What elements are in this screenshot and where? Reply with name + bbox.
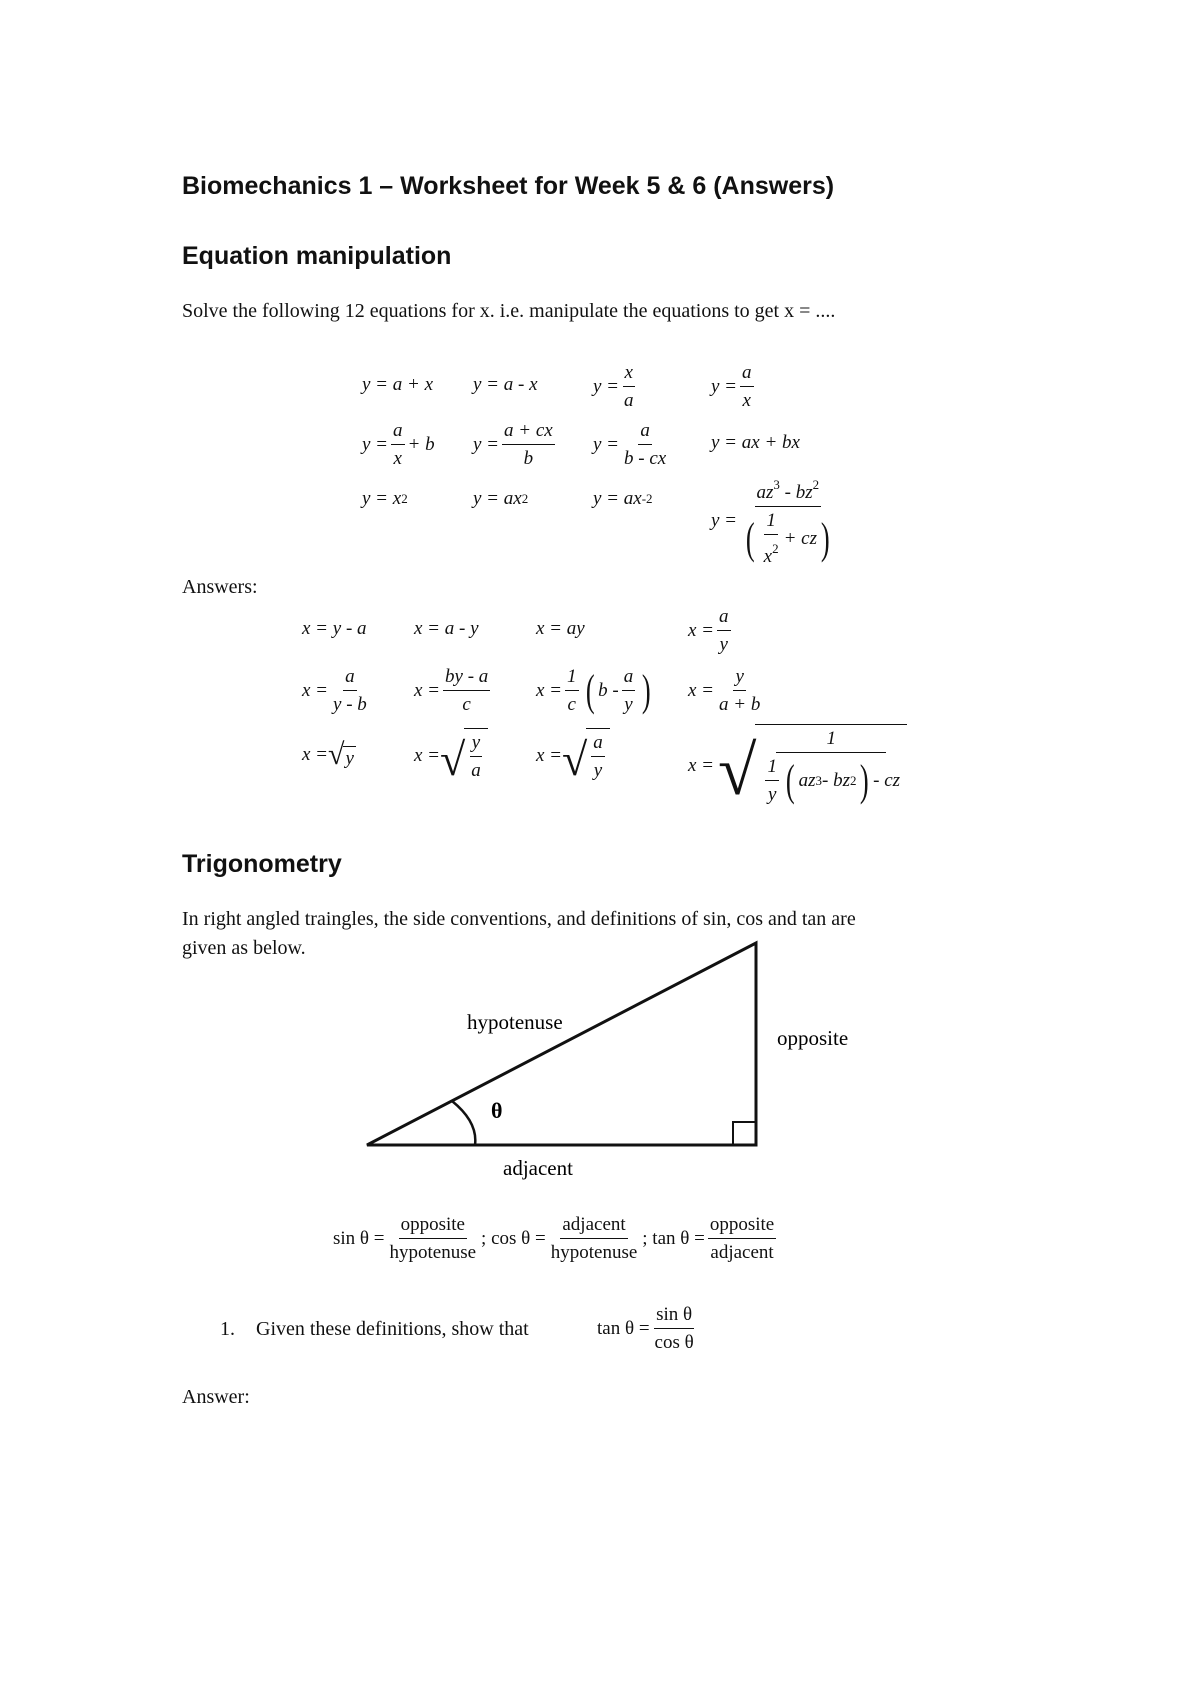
question-1-formula bbox=[597, 1302, 699, 1355]
label-opposite: opposite bbox=[777, 1026, 849, 1050]
equations-instruction: Solve the following 12 equations for x. i.e. manipulate the equations to get x = .... bbox=[182, 300, 836, 322]
answer-10: x = √ $\frac{y}{a}$ bbox=[414, 728, 488, 783]
problem-5: y = $\frac{a}{x}$ + b bbox=[362, 420, 435, 469]
right-angle-marker bbox=[733, 1122, 756, 1145]
question-1-number: 1. bbox=[220, 1318, 235, 1340]
cos-numerator: adjacent bbox=[560, 1212, 627, 1239]
problem-7: y = $\frac{a}{b - cx}$ bbox=[593, 420, 667, 469]
problem-10: y = ax 2 bbox=[473, 488, 529, 509]
answer-9: x = √ y bbox=[302, 738, 354, 771]
problem-11: y = ax -2 bbox=[593, 488, 653, 509]
problem-8: y = ax + bx bbox=[711, 432, 800, 453]
cos-def-label: ; cos θ = bbox=[481, 1227, 546, 1249]
answer-3: x = ay bbox=[536, 618, 585, 639]
question-1-answer-label: Answer: bbox=[182, 1386, 250, 1408]
answer-7: x = $\frac{1}{c}$ ( b - $\frac{a}{y}$ ) bbox=[536, 665, 651, 715]
question-1-fraction bbox=[653, 1302, 696, 1355]
angle-arc bbox=[452, 1101, 475, 1145]
question-1-text: Given these definitions, show that bbox=[256, 1318, 529, 1340]
label-theta: θ bbox=[491, 1098, 503, 1123]
trig-intro-line1: In right angled traingles, the side conventions, and definitions of sin, cos and tan are bbox=[182, 908, 856, 930]
problem-12: y = $az^3 - bz^2$ ( $\frac{1}{x^2}$ + cz ) bbox=[711, 472, 839, 569]
tan-def-label: ; tan θ = bbox=[642, 1227, 705, 1249]
trig-definitions bbox=[333, 1212, 779, 1265]
cos-denominator: hypotenuse bbox=[550, 1242, 638, 1263]
triangle-shape bbox=[367, 943, 756, 1145]
problem-3: y = $\frac{x}{a}$ bbox=[593, 362, 634, 411]
question-1-denominator: cos θ bbox=[654, 1332, 694, 1353]
answer-11: x = √ $\frac{a}{y}$ bbox=[536, 728, 610, 783]
answer-8: x = $\frac{y}{a + b}$ bbox=[688, 666, 761, 715]
cos-fraction bbox=[549, 1212, 640, 1265]
answer-12: x = √ 1 $\frac{1}{y}$ ( az 3 - bz 2 ) - cz bbox=[688, 724, 907, 807]
problem-9: y = x 2 bbox=[362, 488, 408, 509]
answer-4: x = $\frac{a}{y}$ bbox=[688, 606, 729, 655]
sin-denominator: hypotenuse bbox=[389, 1242, 477, 1263]
worksheet-title: Biomechanics 1 – Worksheet for Week 5 & 6 (Answers) bbox=[182, 172, 835, 200]
problem-1: y = a + x bbox=[362, 374, 434, 395]
sin-fraction bbox=[388, 1212, 479, 1265]
problem-6: y = $\frac{a + cx}{b}$ bbox=[473, 420, 553, 469]
label-adjacent: adjacent bbox=[503, 1156, 573, 1180]
problem-2: y = a - x bbox=[473, 374, 538, 395]
question-1-numerator: sin θ bbox=[654, 1302, 694, 1329]
answers-label: Answers: bbox=[182, 576, 258, 598]
tan-denominator: adjacent bbox=[710, 1242, 774, 1263]
tan-fraction bbox=[708, 1212, 776, 1265]
section-heading-equations: Equation manipulation bbox=[182, 242, 452, 270]
answer-2: x = a - y bbox=[414, 618, 479, 639]
label-hypotenuse: hypotenuse bbox=[467, 1010, 563, 1034]
section-heading-trigonometry: Trigonometry bbox=[182, 850, 342, 878]
question-1-lhs: tan θ = bbox=[597, 1317, 650, 1339]
answer-6: x = $\frac{by - a}{c}$ bbox=[414, 666, 489, 715]
sin-numerator: opposite bbox=[399, 1212, 467, 1239]
trig-intro-line2: given as below. bbox=[182, 937, 306, 959]
tan-numerator: opposite bbox=[708, 1212, 776, 1239]
sin-def-label: sin θ = bbox=[333, 1227, 385, 1249]
problem-4: y = $\frac{a}{x}$ bbox=[711, 362, 752, 411]
answer-1: x = y - a bbox=[302, 618, 367, 639]
answer-5: x = $\frac{a}{y - b}$ bbox=[302, 666, 367, 715]
